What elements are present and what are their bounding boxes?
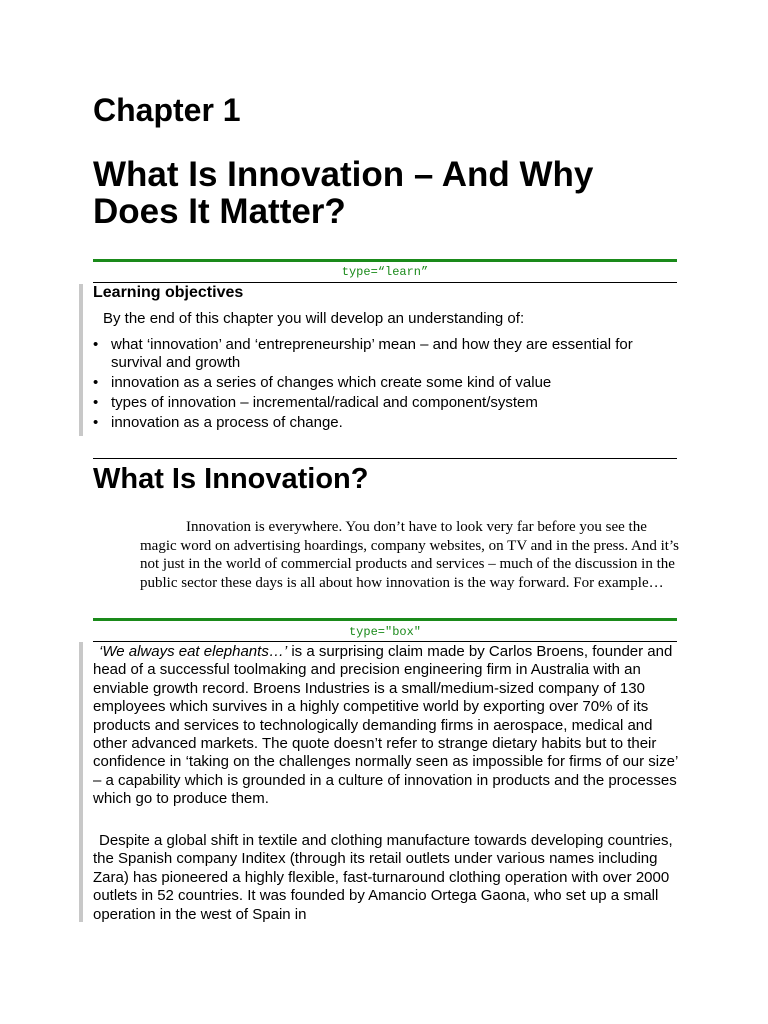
box-block-top-rule xyxy=(93,618,677,621)
list-item xyxy=(93,374,677,392)
learning-objectives-list xyxy=(93,336,677,434)
section-title: What Is Innovation? xyxy=(93,463,369,495)
learn-block-side-bar xyxy=(79,284,83,436)
box-block-side-bar xyxy=(79,642,83,922)
section-divider xyxy=(93,458,677,459)
learning-objectives-heading: Learning objectives xyxy=(93,284,244,301)
box-block-divider xyxy=(93,641,677,642)
list-item-text: what ‘innovation’ and ‘entrepreneurship’ mean – and how they are essential for survival and growth xyxy=(111,336,633,371)
box-paragraph-1-text: is a surprising claim made by Carlos Broens, founder and head of a successful toolmaking and precision engineering firm in Australia with an enviable growth record. Broens Industries is a small/medium-sized company of 130 employees which survives in a highly competitive world by exporting over 70% of its products and services to technologically demanding firms in aerospace, medical and other advanced markets. The quote doesn’t refer to strange dietary habits but to their confidence in ‘taking on the challenges normally seen as impossible for firms of our size’ – a capability which is grounded in a culture of innovation in products and the processes which go to produce them. xyxy=(93,643,678,808)
box-type-tag: type="box" xyxy=(348,625,421,639)
list-item-text: types of innovation – incremental/radical and component/system xyxy=(111,394,538,411)
list-item xyxy=(93,394,677,412)
bullet-icon: • xyxy=(93,414,99,431)
chapter-label: Chapter 1 xyxy=(93,92,241,128)
bullet-icon: • xyxy=(93,394,99,411)
box-paragraph-1 xyxy=(93,643,679,809)
learn-block-top-rule xyxy=(93,259,677,262)
chapter-title: What Is Innovation – And Why Does It Matter? xyxy=(93,155,594,231)
box-paragraph-2: Despite a global shift in textile and clothing manufacture towards developing countries, the Spanish company Inditex (through its retail outlets under various names including Zara) has pioneered a highly flexible, fast-turnaround clothing operation with over 2000 outlets in 52 countries. It was founded by Amancio Ortega Gaona, who set up a small operation in the west of Spain in xyxy=(93,832,673,923)
box-quote: ‘We always eat elephants…’ xyxy=(99,643,288,660)
bullet-icon: • xyxy=(93,374,99,391)
section-intro-paragraph: Innovation is everywhere. You don’t have to look very far before you see the magic word on advertising hoardings, company websites, on TV and in the press. And it’s not just in the world of commercial products and services – much of the discussion in the public sector these days is all about how innovation is the way forward. For example… xyxy=(140,519,679,591)
learn-block-divider xyxy=(93,282,677,283)
list-item-text: innovation as a process of change. xyxy=(111,414,343,431)
bullet-icon: • xyxy=(93,336,99,353)
list-item xyxy=(93,336,677,372)
list-item-text: innovation as a series of changes which create some kind of value xyxy=(111,374,552,391)
list-item xyxy=(93,414,677,432)
learning-objectives-intro: By the end of this chapter you will develop an understanding of: xyxy=(103,310,525,327)
learn-type-tag: type=“learn” xyxy=(341,265,429,279)
